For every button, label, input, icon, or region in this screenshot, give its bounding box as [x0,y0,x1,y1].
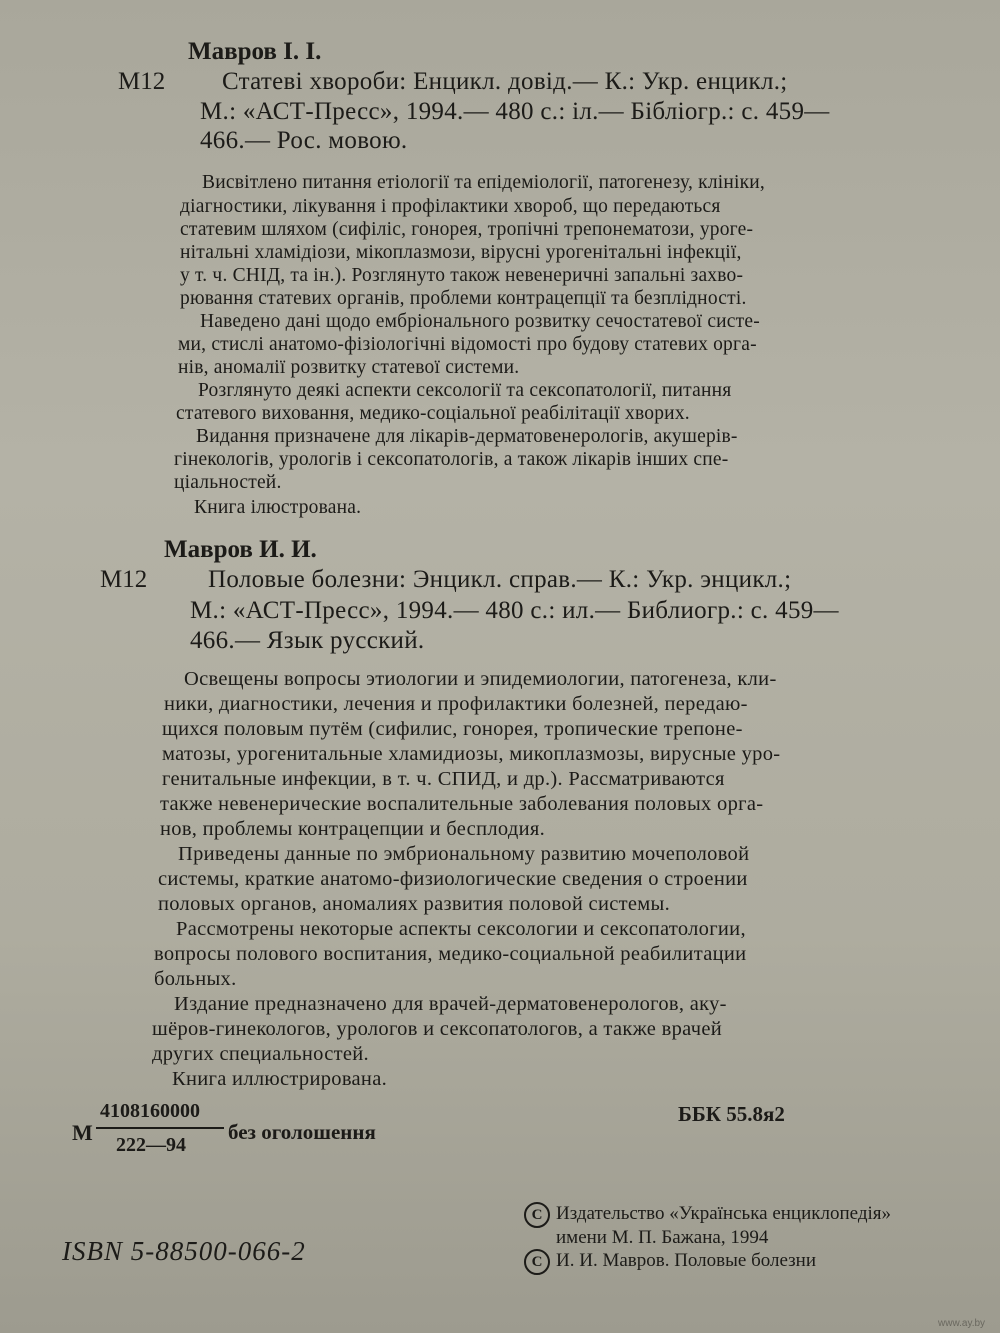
rus-line: вопросы полового воспитания, медико-социальной реабилитации [154,943,747,965]
ukr-author: Мавров І. І. [188,38,322,65]
ukr-line: діагностики, лікування і профілактики хвороб, що передаються [180,196,721,217]
bbk-code: ББК 55.8я2 [678,1102,785,1126]
rus-line: нов, проблемы контрацепции и бесплодия. [160,818,545,840]
ukr-line: статевого виховання, медико-соціальної реабілітації хворих. [176,403,690,424]
ukr-index: М12 [118,68,166,95]
ukr-line: нітальні хламідіози, мікоплазмози, вірусні урогенітальні інфекції, [180,242,742,263]
ukr-line: ми, стислі анатомо-фізіологічні відомості про будову статевих орга- [178,334,757,355]
rus-index: М12 [100,566,148,593]
rus-line: генитальные инфекции, в т. ч. СПИД, и др.). Рассматриваются [162,768,725,790]
imprint-denominator: 222—94 [116,1134,186,1156]
imprint-m-letter: М [72,1120,93,1145]
ukr-line: Книга ілюстрована. [194,497,362,518]
rus-line: больных. [154,968,237,990]
ukr-line: Висвітлено питання етіології та епідеміології, патогенезу, клініки, [202,172,765,193]
ukr-citation-1: Статеві хвороби: Енцикл. довід.— К.: Укр. енцикл.; [222,68,788,95]
ukr-line: Розглянуто деякі аспекти сексології та сексопатології, питання [198,380,732,401]
ukr-line: гінекологів, урологів і сексопатологів, а також лікарів інших спе- [174,449,729,470]
rus-line: щихся половым путём (сифилис, гонорея, тропические трепоне- [162,718,743,740]
ukr-line: статевим шляхом (сифіліс, гонорея, тропічні трепонематози, уроге- [180,219,754,240]
ukr-line: нів, аномалії розвитку статевої системи. [178,357,520,378]
rus-author: Мавров И. И. [164,536,317,563]
ukr-line: у т. ч. СНІД, та ін.). Розглянуто також невенеричні запальні захво- [180,265,744,286]
imprint-note: без оголошення [228,1120,376,1144]
copyright-author: И. И. Мавров. Половые болезни [556,1250,816,1271]
ukr-citation-2: М.: «АСТ-Пресс», 1994.— 480 с.: іл.— Бібліогр.: с. 459— [200,98,830,125]
rus-citation-2: М.: «АСТ-Пресс», 1994.— 480 с.: ил.— Библиогр.: с. 459— [190,597,839,624]
rus-line: Приведены данные по эмбриональному развитию мочеполовой [178,843,750,865]
imprint-numerator: 4108160000 [100,1100,200,1122]
rus-line: шёров-гинекологов, урологов и сексопатологов, а также врачей [152,1018,723,1040]
rus-line: других специальностей. [152,1043,369,1065]
rus-line: Книга иллюстрирована. [172,1068,388,1090]
ukr-citation-3: 466.— Рос. мовою. [200,127,408,154]
rus-line: ники, диагностики, лечения и профилактики болезней, передаю- [164,693,748,715]
rus-line: Рассмотрены некоторые аспекты сексологии и сексопатологии, [176,918,746,940]
rus-line: матозы, урогенитальные хламидиозы, микоплазмозы, вирусные уро- [162,743,781,765]
copyright-publisher-2: имени М. П. Бажана, 1994 [556,1227,769,1248]
copyright-icon: C [524,1249,550,1275]
fraction-line [96,1127,224,1129]
copyright-icon: C [524,1202,550,1228]
rus-line: Издание предназначено для врачей-дерматовенерологов, аку- [174,993,727,1015]
rus-line: системы, краткие анатомо-физиологические сведения о строении [158,868,748,890]
rus-line: Освещены вопросы этиологии и эпидемиологии, патогенеза, кли- [184,668,777,690]
copyright-publisher: Издательство «Українська енциклопедія» [556,1203,892,1224]
ukr-line: рювання статевих органів, проблеми контрацепції та безплідності. [180,288,747,309]
ukr-line: ціальностей. [174,472,282,493]
watermark: www.ay.by [938,1318,986,1329]
rus-citation-3: 466.— Язык русский. [190,627,425,654]
rus-citation-1: Половые болезни: Энцикл. справ.— К.: Укр. энцикл.; [208,566,792,593]
ukr-line: Наведено дані щодо ембріонального розвитку сечостатевої систе- [200,311,760,332]
isbn: ISBN 5-88500-066-2 [62,1236,306,1266]
rus-line: половых органов, аномалиях развития половой системы. [158,893,671,915]
ukr-line: Видання призначене для лікарів-дерматовенерологів, акушерів- [196,426,738,447]
rus-line: также невенерические воспалительные заболевания половых орга- [160,793,764,815]
